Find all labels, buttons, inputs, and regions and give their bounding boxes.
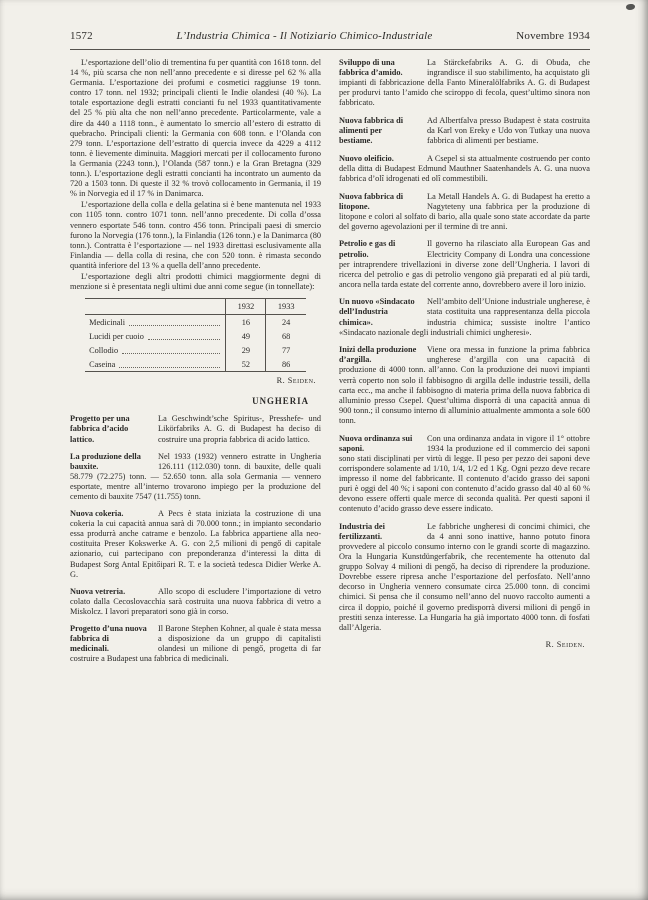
entry-title: Petrolio e gas di petrolio. (339, 239, 396, 259)
page-header (70, 30, 590, 42)
page-number: 1572 (70, 30, 93, 42)
entry-title: Nuova vetreria. (70, 586, 126, 596)
entry-body: La Stärckefabriks A. G. di Obuda, che ingrandisce il suo stabilimento, ha acquistato gli impianti di fabbricazione della Fanto Mineralölfabriks A. G. di Budapest per produrvi tanto l’amido che sciroppo di fecola, quest’ultimo sinora non fabbricato. (339, 58, 590, 108)
article-entry (339, 522, 590, 633)
table-header (85, 299, 306, 315)
page-content (70, 58, 590, 880)
dot-leader (148, 339, 221, 340)
entry-title: Industria dei fertilizzanti. (339, 521, 385, 541)
article-entry (339, 345, 590, 426)
entry-body: Il governo ha rilasciato alla European Gas and Electricity Company di Londra una concessione per intraprendere trivellazioni in diverse zone dell’Ungheria. I lavori di ricerca del petrolio e gas di petrolio vengono già preparati ed al più tardi, ancora nella tarda estate del corrente anno, dovrebbero avere il loro inizio. (339, 239, 590, 289)
row-label: Medicinali (89, 317, 126, 327)
entry-body: Viene ora messa in funzione la prima fabbrica ungherese d’argilla con una capacità di produzione di 4000 tonn. all’anno. Con la produzione dei nuovi impianti verrà coperto non solo il fabbisogno di argilla delle industrie tessili, della carta ecc., ma anche il fabbisogno di materia prima della nuova fabbrica di alluminio presso Csepel. Quest’ultima disporrà di una capacità annua di 900 tonn.; il consumo interno di alluminio attualmente ammonta a sole 600 tonn. (339, 345, 590, 425)
row-label: Caseina (89, 359, 116, 369)
export-stats-table (85, 298, 306, 372)
entry-title: La produzione della bauxite. (70, 451, 141, 471)
entry-title: Nuova ordinanza sui saponi. (339, 433, 413, 453)
entry-title: Sviluppo di una fabbrica d’amido. (339, 58, 403, 78)
entry-body: Le fabbriche ungheresi di concimi chimici, che da 4 anni sono inattive, hanno potuto finora provvedere al piccolo consumo interno con le grandi scorte di magazzino. Ora la Hungaria Kunstdüngerfabrik, che recentemente ha ottenuto dal gruppo Solvay 4 milioni di pengő, ha deciso di riprendere la produzione. Dovrebbe essere ripresa anche l’esportazione del perfosfato. Nell’anno decorso in Ungheria vennero consumate circa 25.000 tonn. di concimi chimici. Si pensa che il consumo nell’anno del nuovo raccolto aumenti a circa il doppio, poiché il governo predisporrà diversi milioni di pengő in prestiti senza interesse. La Hungaria ha già importato 4000 tonn. di fosfati dall’Algeria. (339, 521, 590, 632)
entry-body: Il Barone Stephen Kohner, al quale è stata messa a disposizione da un gruppo di capitalisti olandesi un milione di pengő, progetta di far costruire a Budapest una fabbrica di medicinali. (70, 624, 321, 664)
entry-title: Nuova cokeria. (70, 509, 124, 519)
table-row (85, 343, 306, 357)
dot-leader (129, 325, 220, 326)
article-entry (70, 414, 321, 444)
paragraph-table-intro: L’esportazione degli altri prodotti chimici maggiormente degni di menzione si è presentata negli ultimi due anni come segue (in tonnellate): (70, 271, 321, 292)
entry-body: A Pecs è stata iniziata la costruzione di una cokeria la cui capacità annua sarà di 70.000 tonn.; in impianto secondario essa produrrà anche catrame e benzolo. La fabbrica appartiene alla neo-costituita Preser Kokswerke A. G. con 2,5 milioni di pengő di capitale azionario, cui partecipano con preponderanza d’interessi la ditta di Budapest Sorg Antal Epitőipari R. T. e la società tedesca Didier Werke A. G. (70, 509, 321, 579)
entry-title: Inizi della produzione d’argilla. (339, 345, 417, 365)
table-header-empty (85, 299, 226, 315)
article-entry (70, 452, 321, 502)
article-entry (339, 192, 590, 232)
row-value-1933: 77 (266, 343, 306, 357)
paragraph-colla-gelatina: L’esportazione della colla e della gelatina si è bene mantenuta nel 1933 con 1105 tonn. contro 1071 tonn. nell’anno precedente. Di colla d’ossa vennero esportate 546 tonn. contro 456 tonn. Principali paesi di smercio furono la Norvegia (176 tonn.), la Finlandia (126 tonn.) e la Danimarca (80 tonn.). Contratta è l’esportazione — nel 1933 direttasi esclusivamente alla Finlandia — della colla di resina, che con 520 tonn. è rimasta secondo quantità inferiore del 13 % a quella dell’anno precedente. (70, 200, 321, 270)
row-value-1933: 86 (266, 357, 306, 372)
journal-title: L’Industria Chimica - Il Notiziario Chimico-Industriale (176, 30, 433, 42)
entry-title: Nuova fabbrica di alimenti per bestiame. (339, 115, 404, 146)
entry-title: Un nuovo «Sindacato dell’Industria chimica». (339, 297, 415, 327)
article-entry (339, 297, 590, 337)
article-entry (70, 587, 321, 617)
article-entry (70, 624, 321, 664)
header-rule (70, 49, 590, 50)
left-column (70, 58, 321, 880)
article-entry (339, 58, 590, 108)
right-column (339, 58, 590, 880)
article-entry (70, 509, 321, 580)
table-header-1933: 1933 (266, 299, 306, 315)
entry-body: Allo scopo di escludere l’importazione di vetro colato dalla Cecoslovacchia sarà costruita una nuova fabbrica di vetro a Miskolcz. I lavori preparatori sono già in corso. (70, 586, 321, 616)
row-value-1932: 29 (226, 343, 266, 357)
entry-body: La Geschwindt’sche Spiritus-, Presshefe- und Likörfabriks A. G. di Budapest ha deciso di costruire una propria fabbrica di acido lattico. (158, 414, 321, 444)
issue-date: Novembre 1934 (516, 30, 590, 42)
row-value-1932: 49 (226, 329, 266, 343)
row-value-1933: 24 (266, 315, 306, 330)
row-label: Collodio (89, 345, 119, 355)
entry-body: Con una ordinanza andata in vigore il 1° ottobre 1934 la produzione ed il commercio dei saponi sono stati disciplinati per virtù di legge. Il peso per pezzo dei saponi deve corrispondere solamente ad 1/10, 1/4, 1/2 ed 1 Kg. Ogni pezzo deve recare impresso il nome del fabbricante. Il contenuto d’acido grasso dei saponi puri è oggi del 40 %; i saponi con contenuto d’acido grasso dal 40 al 60 % devono essere offerti quale merce di seconda qualità. Per questi saponi il contenuto d’acido grasso deve essere indicato. (339, 433, 590, 514)
entry-body: La Metall Handels A. G. di Budapest ha eretto a Nagyteteny una fabbrica per la produzione di litopone e colori al solfato di bario, alla quale sono state accordate da parte del governo agevolazioni per il termine di tre anni. (339, 191, 590, 231)
entry-body: Ad Albertfalva presso Budapest è stata costruita da Karl von Ereky e Udo von Tutkay una nuova fabbrica di alimenti per bestiame. (427, 115, 590, 146)
table-row (85, 329, 306, 343)
dot-leader (122, 353, 220, 354)
table-header-1932: 1932 (226, 299, 266, 315)
article-entry (339, 434, 590, 515)
row-value-1932: 16 (226, 315, 266, 330)
article-entry (339, 116, 590, 146)
author-signature: R. Seiden. (545, 640, 585, 650)
entry-body: Nell’ambito dell’Unione industriale ungherese, è stata costituita una rappresentanza della piccola industria chimica; sussiste inoltre l’antico «Sindacato nazionale degli industriali chimici ungheresi». (339, 297, 590, 337)
table-row (85, 315, 306, 330)
article-entry (339, 154, 590, 184)
entry-title: Nuova fabbrica di litopone. (339, 191, 404, 211)
entry-title: Nuovo oleificio. (339, 153, 394, 163)
entry-body: A Csepel si sta attualmente costruendo per conto della ditta di Budapest Edmund Mauthner Saatenhandels A. G. una nuova fabbrica d’olî idrogenati ed olî commestibili. (339, 153, 590, 183)
row-value-1933: 68 (266, 329, 306, 343)
entry-body: Nel 1933 (1932) vennero estratte in Ungheria 126.111 (112.030) tonn. di bauxite, delle quali 58.779 (72.275) tonn. — 52.650 tonn. alla sola Germania — vennero esportate, mentre all’interno trovarono impiego per la produzione del cemento di bauxite 7547 (11.755) tonn. (70, 451, 321, 501)
entry-title: Progetto d’una nuova fabbrica di medicinali. (70, 624, 147, 654)
table-row (85, 357, 306, 372)
dot-leader (119, 367, 220, 368)
paragraph-trementina: L’esportazione dell’olio di trementina fu per quantità con 1618 tonn. del 14 %, più scarsa che non nell’anno precedente e si diresse pel 62 % alla Germania. L’esportazione dei profumi e cosmetici raggiunse 19 tonn. contro 17 tonn. nel 1932; principali clienti le Indie olandesi (40 %). La totale esportazione degli estratti concianti fu nel 1933 quantitativamente del 25 % più alta che non nell’anno precedente. Particolarmente, vale a dire da 440 a 1118 tonn., è aumentato lo smercio all’estero di estratto di quebracho. Principali clienti: la Germania con 608 tonn. e l’Olanda con 279 tonn. L’esportazione dell’estratto di quercia invece da 4229 a 4112 tonn. è lievemente diminuita. Maggiori mercati per il collocamento furono la Germania (2243 tonn.), l’Olanda (587 tonn.) e la Gran Bretagna (329 tonn.). L’esportazione degli estratti concianti ha incontrato un aumento da 720 a 1503 tonn. Di queste il 32 % trovò collocamento in Germania, il 19 % in Norvegia ed il 17 % in Danimarca. (70, 58, 321, 199)
row-label: Lucidi per cuoio (89, 331, 144, 341)
author-signature: R. Seiden. (276, 376, 316, 386)
row-value-1932: 52 (226, 357, 266, 372)
entry-title: Progetto per una fabbrica d’acido lattico. (70, 414, 130, 444)
article-entry (339, 239, 590, 289)
section-heading-ungheria: UNGHERIA (252, 396, 309, 407)
scan-artifact (626, 4, 635, 10)
